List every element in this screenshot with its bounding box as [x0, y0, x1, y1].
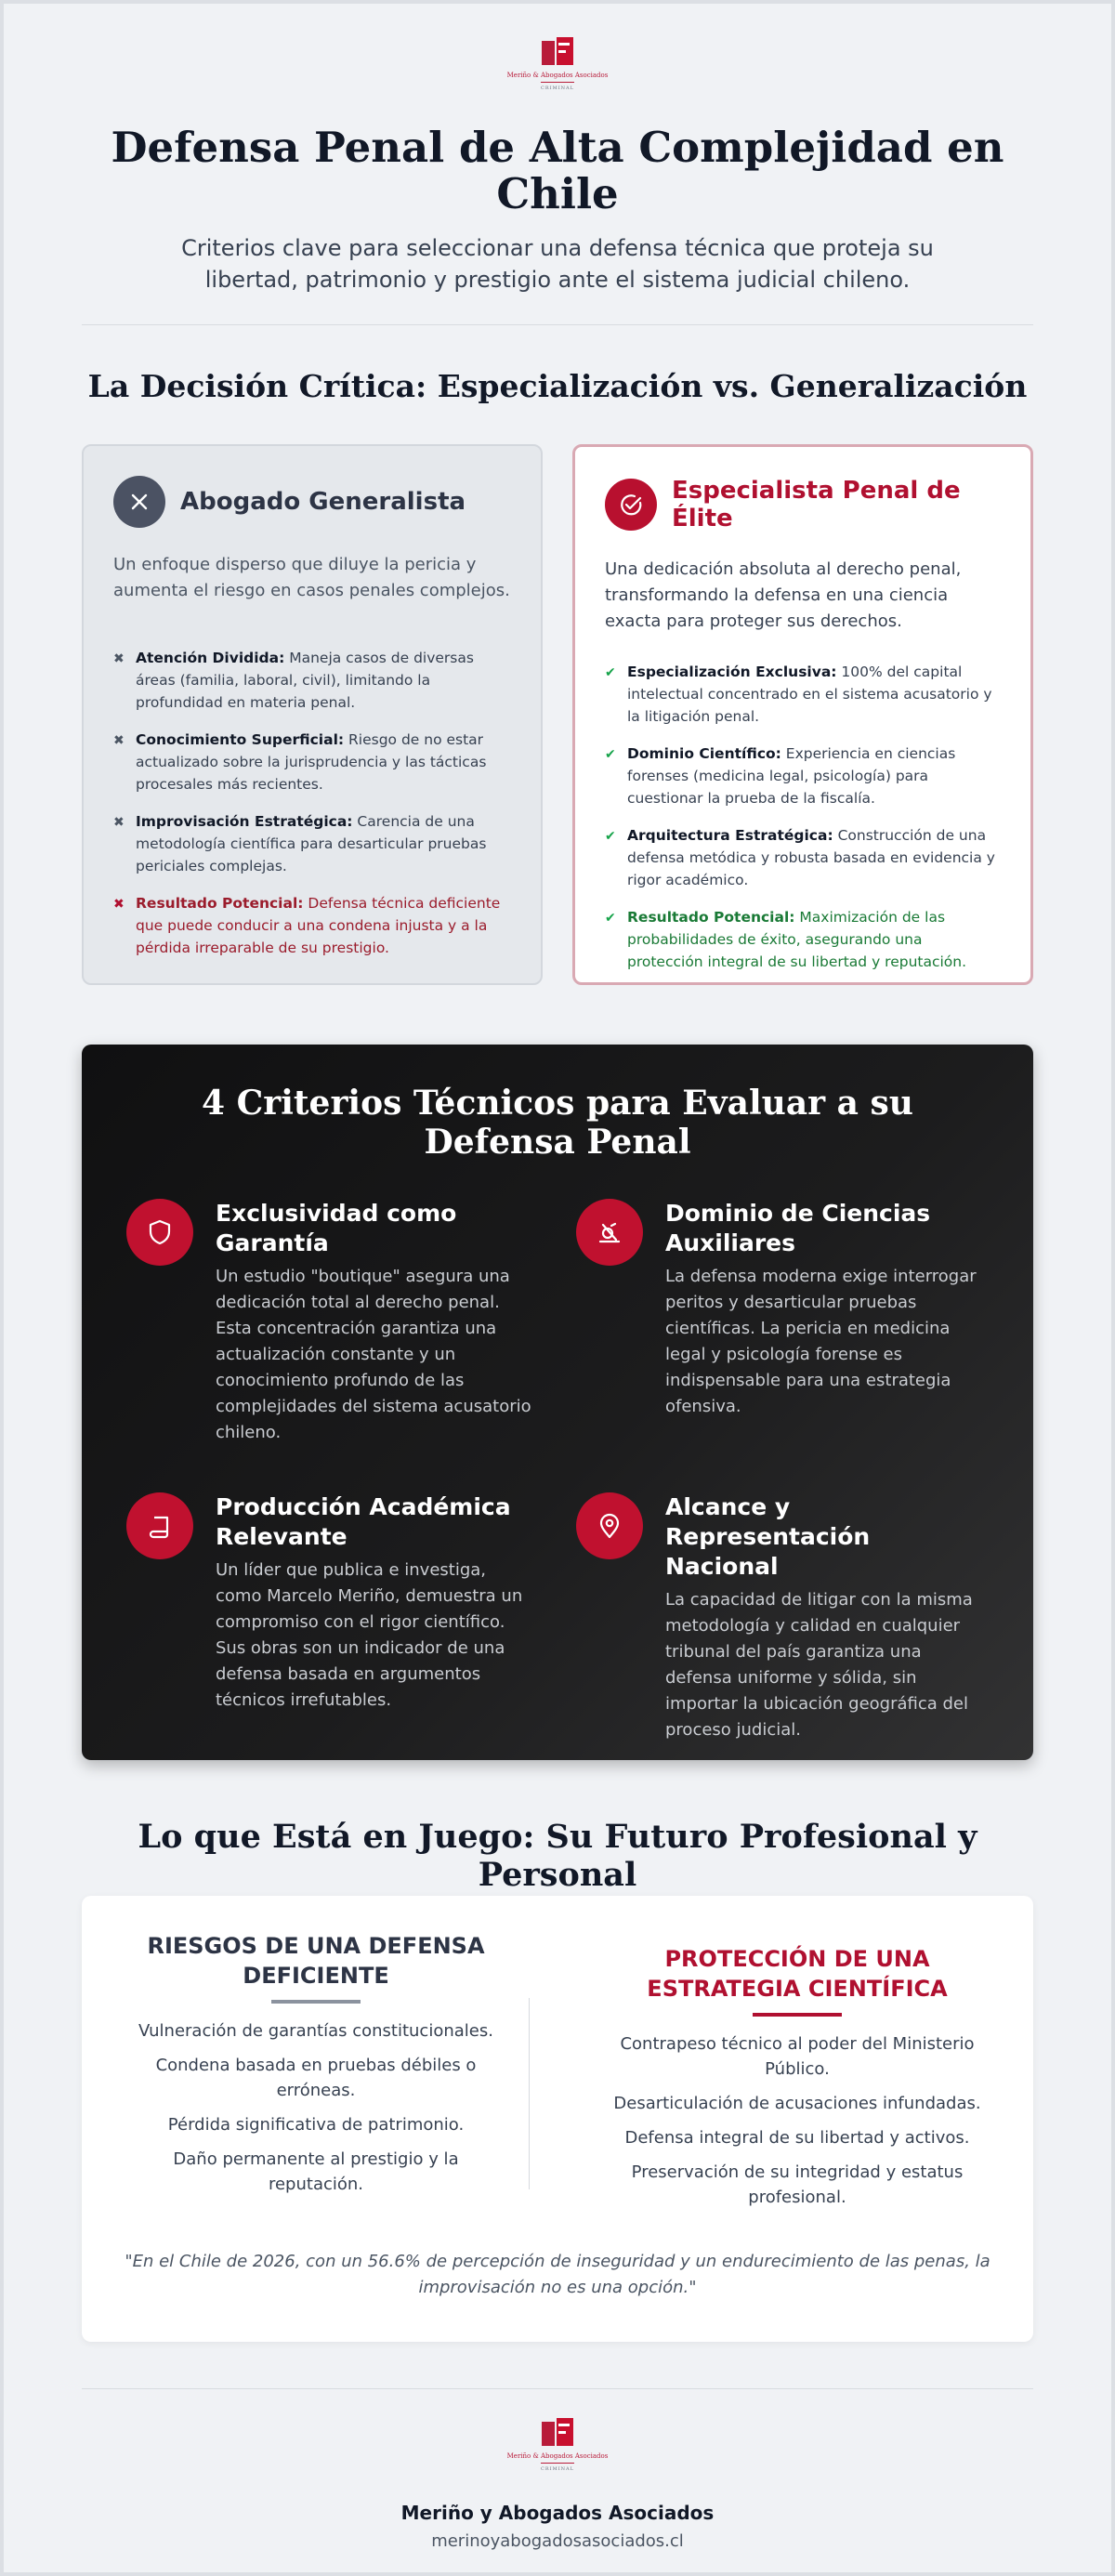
- list-item: Desarticulación de acusaciones infundadas.: [613, 2094, 981, 2113]
- logo-text: Meriño & Abogados Asociados: [506, 72, 609, 79]
- criteria-title: 4 Criterios Técnicos para Evaluar a su Defensa Penal: [202, 1084, 913, 1162]
- criterion-text: Un estudio "boutique" asegura una dedicación total al derecho penal. Esta concentración garantiza una actualización constante y un conocimiento profundo de las complejidades del sistema acusatorio chileno.: [216, 1267, 531, 1442]
- list-item: ✖ Atención Dividida: Maneja casos de diversas áreas (familia, laboral, civil), limitando la profundidad en materia penal.: [113, 647, 511, 714]
- criterion-title: Dominio de Ciencias Auxiliares: [665, 1200, 931, 1256]
- generalist-title: Abogado Generalista: [180, 488, 466, 516]
- list-item: ✔ Arquitectura Estratégica: Construcción de una defensa metódica y robusta basada en evidencia y rigor académico.: [605, 824, 1001, 891]
- criterion-item: [576, 1199, 985, 1420]
- generalist-points: [113, 647, 511, 959]
- check-icon: ✔: [605, 829, 616, 844]
- list-item: Pérdida significativa de patrimonio.: [167, 2115, 465, 2135]
- specialist-points: [605, 661, 1001, 973]
- criterion-item: [126, 1199, 535, 1446]
- list-item: ✖ Conocimiento Superficial: Riesgo de no estar actualizado sobre la jurisprudencia y las tácticas procesales más recientes.: [113, 729, 511, 795]
- cross-icon: ✖: [113, 651, 125, 666]
- list-item: ✔ Resultado Potencial: Maximización de las probabilidades de éxito, asegurando una protección integral de su libertad y reputación.: [605, 906, 1001, 973]
- list-item: Daño permanente al prestigio y la reputación.: [173, 2149, 459, 2194]
- cross-icon: ✖: [113, 897, 125, 912]
- list-item: Condena basada en pruebas débiles o erróneas.: [155, 2056, 477, 2100]
- cross-icon: ✖: [113, 815, 125, 830]
- criterion-item: [126, 1492, 535, 1714]
- shield-icon: [126, 1199, 193, 1266]
- page-subtitle: Criterios clave para seleccionar una defensa técnica que proteja su libertad, patrimonio y prestigio ante el sistema judicial chileno.: [181, 235, 934, 293]
- scroll-icon: [126, 1492, 193, 1559]
- protection-column: [611, 1944, 983, 2219]
- check-icon: ✔: [605, 911, 616, 926]
- list-item: Defensa integral de su libertad y activos.: [624, 2128, 970, 2148]
- criterion-title: Producción Académica Relevante: [216, 1493, 511, 1550]
- footer-divider: [82, 2388, 1033, 2389]
- check-icon: ✔: [605, 747, 616, 762]
- criterion-title: Alcance y Representación Nacional: [665, 1493, 871, 1580]
- firm-logo: [82, 37, 1033, 93]
- specialist-title: Especialista Penal de Élite: [672, 477, 961, 532]
- list-item: Vulneración de garantías constitucionales.: [138, 2021, 493, 2041]
- criterion-text: La capacidad de litigar con la misma metodología y calidad en cualquier tribunal del país garantiza una defensa uniforme y sólida, sin importar la ubicación geográfica del proceso judicial.: [665, 1590, 973, 1740]
- list-item: Contrapeso técnico al poder del Ministerio Público.: [620, 2034, 975, 2079]
- check-circle-icon: [605, 479, 657, 531]
- list-item: Preservación de su integridad y estatus profesional.: [631, 2162, 964, 2207]
- criterion-text: Un líder que publica e investiga, como Marcelo Meriño, demuestra un compromiso con el rigor científico. Sus obras son un indicador de una defensa basada en argumentos técnicos irrefutables.: [216, 1560, 523, 1710]
- list-item: ✖ Improvisación Estratégica: Carencia de una metodología científica para desarticular pruebas periciales complejas.: [113, 810, 511, 877]
- specialist-card: [572, 444, 1033, 985]
- protection-title: PROTECCIÓN DE UNA ESTRATEGIA CIENTÍFICA: [647, 1946, 948, 2002]
- list-item: ✔ Dominio Científico: Experiencia en ciencias forenses (medicina legal, psicología) para cuestionar la prueba de la fiscalía.: [605, 743, 1001, 809]
- list-item: ✖ Resultado Potencial: Defensa técnica deficiente que puede conducir a una condena injusta y a la pérdida irreparable de su prestigio.: [113, 892, 511, 959]
- specialist-description: Una dedicación absoluta al derecho penal, transformando la defensa en una ciencia exacta para proteger sus derechos.: [605, 559, 962, 631]
- header-divider: [82, 324, 1033, 325]
- logo-subtext: CRIMINAL: [541, 2463, 574, 2474]
- page-footer: [82, 2418, 1033, 2551]
- firm-name: Meriño y Abogados Asociados: [400, 2502, 715, 2524]
- generalist-card: [82, 444, 543, 985]
- logo-text: Meriño & Abogados Asociados: [506, 2452, 609, 2460]
- firm-url[interactable]: merinoyabogadosasociados.cl: [431, 2531, 684, 2551]
- criterion-title: Exclusividad como Garantía: [216, 1200, 457, 1256]
- stakes-card: [82, 1896, 1033, 2342]
- microscope-icon: [576, 1199, 643, 1266]
- x-icon: [113, 476, 165, 528]
- criteria-panel: [82, 1045, 1033, 1760]
- logo-mark-icon: [542, 37, 573, 69]
- closing-quote: "En el Chile de 2026, con un 56.6% de percepción de inseguridad y un endurecimiento de las penas, la improvisación no es una opción.": [125, 2252, 990, 2297]
- stakes-section-title: Lo que Está en Juego: Su Futuro Profesional y Personal: [138, 1818, 977, 1894]
- logo-mark-icon: [542, 2418, 573, 2450]
- cross-icon: ✖: [113, 733, 125, 748]
- check-icon: ✔: [605, 665, 616, 680]
- footer-logo: [82, 2418, 1033, 2474]
- risks-underline: [271, 2000, 361, 2004]
- column-divider: [529, 1998, 530, 2189]
- criterion-item: [576, 1492, 985, 1743]
- page-title: Defensa Penal de Alta Complejidad en Chile: [111, 123, 1004, 218]
- risks-column: [130, 1931, 502, 2206]
- risks-title: RIESGOS DE UNA DEFENSA DEFICIENTE: [147, 1933, 485, 1989]
- map-pin-icon: [576, 1492, 643, 1559]
- criterion-text: La defensa moderna exige interrogar peritos y desarticular pruebas científicas. La pericia en medicina legal y psicología forense es indispensable para una estrategia ofensiva.: [665, 1267, 977, 1416]
- logo-subtext: CRIMINAL: [541, 82, 574, 93]
- page-header: [82, 37, 1033, 296]
- list-item: ✔ Especialización Exclusiva: 100% del capital intelectual concentrado en el sistema acusatorio y la litigación penal.: [605, 661, 1001, 728]
- protection-underline: [753, 2013, 842, 2017]
- generalist-description: Un enfoque disperso que diluye la pericia y aumenta el riesgo en casos penales complejos.: [113, 555, 510, 600]
- decision-section-title: La Decisión Crítica: Especialización vs. Generalización: [87, 368, 1028, 404]
